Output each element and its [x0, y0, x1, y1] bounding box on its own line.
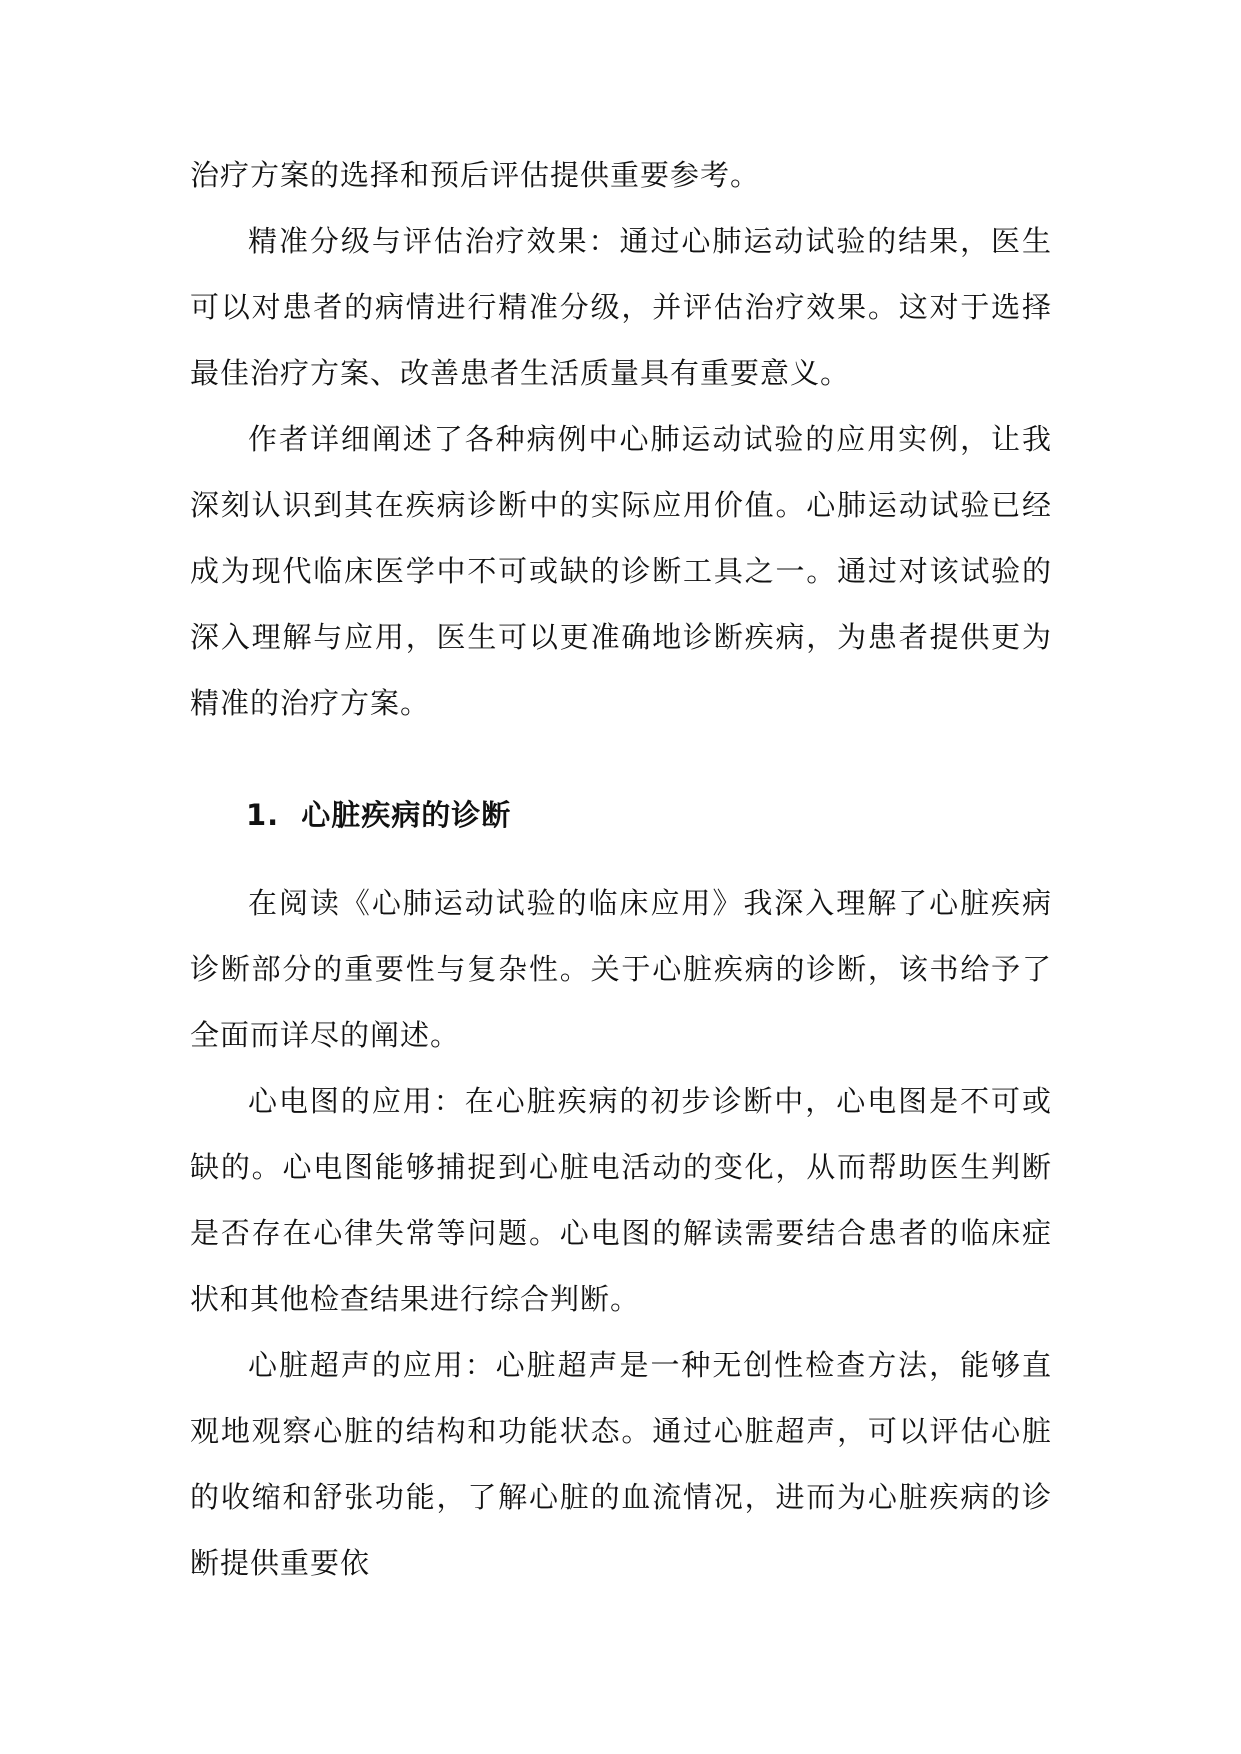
document-body: [190, 142, 1052, 1596]
section-number: 1.: [246, 798, 280, 832]
paragraph-continuation: 治疗方案的选择和预后评估提供重要参考。: [190, 158, 761, 192]
paragraph-grading: 精准分级与评估治疗效果：通过心肺运动试验的结果，医生可以对患者的病情进行精准分级，并评估治疗效果。这对于选择最佳治疗方案、改善患者生活质量具有重要意义。: [190, 224, 1052, 390]
section-title: 心脏疾病的诊断: [301, 798, 512, 832]
paragraph-application-cases: 作者详细阐述了各种病例中心肺运动试验的应用实例，让我深刻认识到其在疾病诊断中的实际应用价值。心肺运动试验已经成为现代临床医学中不可或缺的诊断工具之一。通过对该试验的深入理解与应用，医生可以更准确地诊断疾病，为患者提供更为精准的治疗方案。: [190, 422, 1052, 720]
paragraph-reading-intro: 在阅读《心肺运动试验的临床应用》我深入理解了心脏疾病诊断部分的重要性与复杂性。关于心脏疾病的诊断，该书给予了全面而详尽的阐述。: [190, 886, 1052, 1052]
paragraph-echocardiography: 心脏超声的应用：心脏超声是一种无创性检查方法，能够直观地观察心脏的结构和功能状态。通过心脏超声，可以评估心脏的收缩和舒张功能，了解心脏的血流情况，进而为心脏疾病的诊断提供重要依: [190, 1348, 1052, 1580]
section-heading: [190, 782, 1052, 848]
paragraph-ecg: 心电图的应用：在心脏疾病的初步诊断中，心电图是不可或缺的。心电图能够捕捉到心脏电活动的变化，从而帮助医生判断是否存在心律失常等问题。心电图的解读需要结合患者的临床症状和其他检查结果进行综合判断。: [190, 1084, 1052, 1316]
